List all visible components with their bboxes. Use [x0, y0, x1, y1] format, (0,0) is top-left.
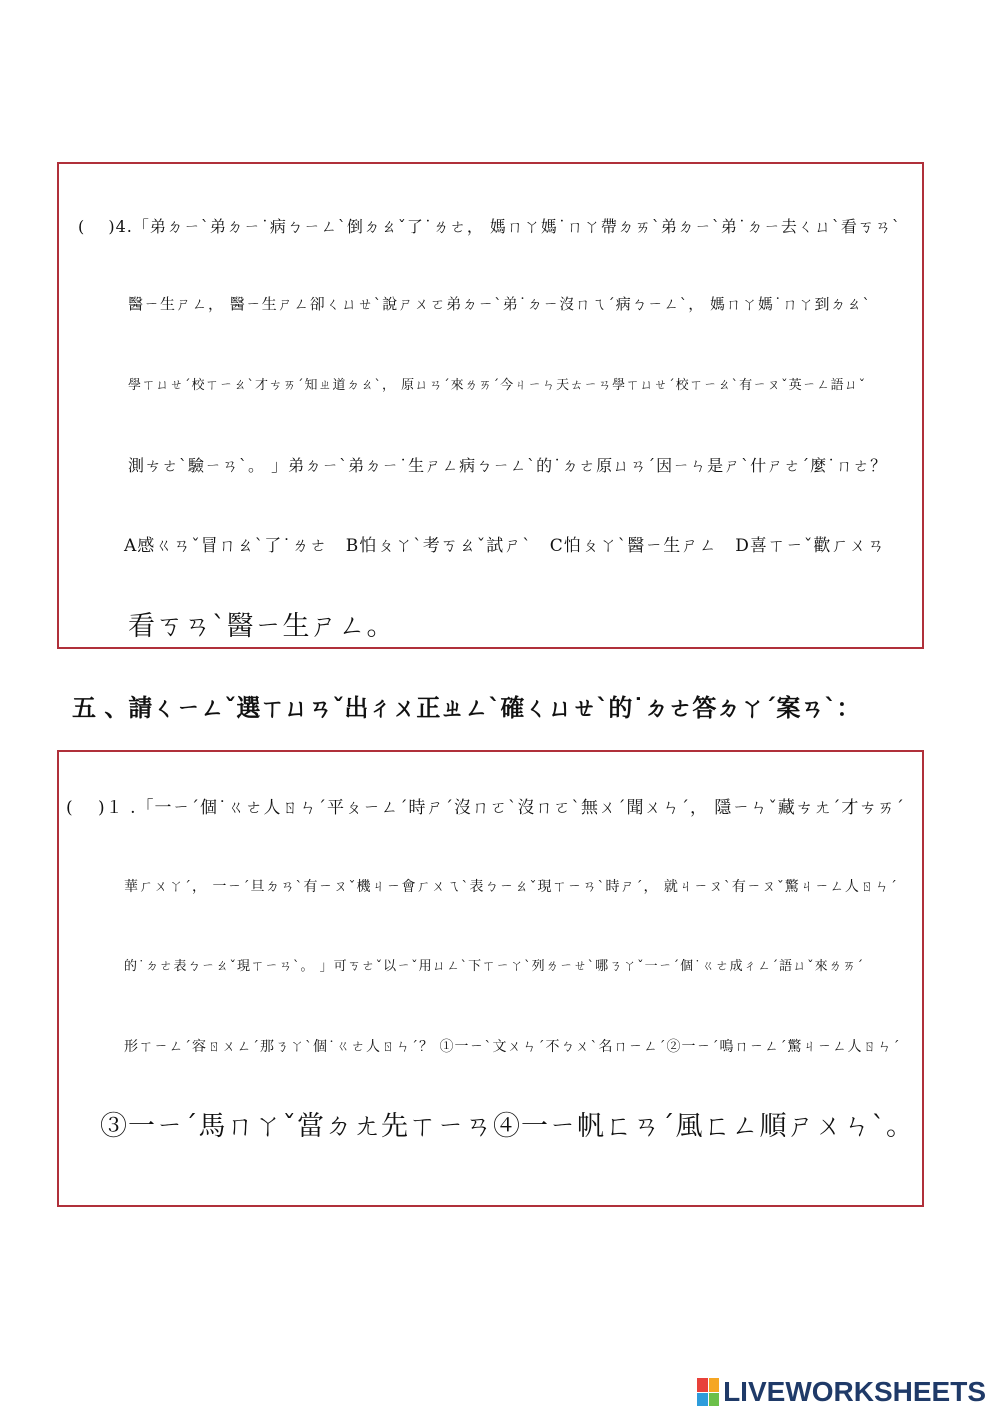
question-4-line-1: ( )4.「弟ㄉㄧˋ弟ㄉㄧ˙病ㄅㄧㄥˋ倒ㄉㄠˇ了˙ㄌㄜ， 媽ㄇㄚ媽˙ㄇㄚ帶ㄉㄞˋ弟ㄉㄧˋ弟˙ㄉㄧ去ㄑㄩˋ看ㄎㄢˋ	[78, 217, 901, 236]
logo-square-red	[697, 1378, 708, 1392]
logo-square-blue	[697, 1393, 708, 1407]
question-4-line-3: 學ㄒㄩㄝˊ校ㄒㄧㄠˋ才ㄘㄞˊ知ㄓ道ㄉㄠˋ， 原ㄩㄢˊ來ㄌㄞˊ今ㄐㄧㄣ天ㄊㄧㄢ學ㄒㄩㄝˊ校ㄒㄧㄠˋ有ㄧㄡˇ英ㄧㄥ語ㄩˇ	[128, 378, 867, 393]
question-1-line-5: ③一ㄧˊ馬ㄇㄚˇ當ㄉㄤ先ㄒㄧㄢ④一ㄧ帆ㄈㄢˊ風ㄈㄥ順ㄕㄨㄣˋ。	[100, 1111, 914, 1142]
question-4-options: A感ㄍㄢˇ冒ㄇㄠˋ了˙ㄌㄜ B怕ㄆㄚˋ考ㄎㄠˇ試ㄕˋ C怕ㄆㄚˋ醫ㄧ生ㄕㄥ D喜ㄒㄧˇ歡ㄏㄨㄢ	[124, 536, 886, 556]
question-4-line-4: 測ㄘㄜˋ驗ㄧㄢˋ。 」弟ㄉㄧˋ弟ㄉㄧ˙生ㄕㄥ病ㄅㄧㄥˋ的˙ㄉㄜ原ㄩㄢˊ因ㄧㄣ是ㄕˋ什ㄕㄜˊ麼˙ㄇㄜ？	[128, 456, 888, 475]
section-heading: 五 、請ㄑㄧㄥˇ選ㄒㄩㄢˇ出ㄔㄨ正ㄓㄥˋ確ㄑㄩㄝˋ的˙ㄉㄜ答ㄉㄚˊ案ㄢˋ：	[72, 694, 861, 722]
liveworksheets-logo-text: LIVEWORKSHEETS	[723, 1376, 986, 1407]
question-4-line-6: 看ㄎㄢˋ醫ㄧ生ㄕㄥ。	[128, 611, 395, 642]
question-1-line-2: 華ㄏㄨㄚˊ， 一ㄧˊ旦ㄉㄢˋ有ㄧㄡˇ機ㄐㄧ會ㄏㄨㄟˋ表ㄅㄧㄠˇ現ㄒㄧㄢˋ時ㄕˊ， 就ㄐㄧㄡˋ有ㄧㄡˇ驚ㄐㄧㄥ人ㄖㄣˊ	[124, 879, 898, 895]
logo-square-orange	[709, 1378, 720, 1392]
liveworksheets-logo	[697, 1376, 986, 1408]
logo-square-green	[709, 1393, 720, 1407]
question-1-line-1: ( )１ .「一ㄧˊ個˙ㄍㄜ人ㄖㄣˊ平ㄆㄧㄥˊ時ㄕˊ沒ㄇㄛˋ沒ㄇㄛˋ無ㄨˊ聞ㄨㄣˊ， 隱ㄧㄣˇ藏ㄘㄤˊ才ㄘㄞˊ	[66, 798, 905, 818]
question-4-line-2: 醫ㄧ生ㄕㄥ， 醫ㄧ生ㄕㄥ卻ㄑㄩㄝˋ說ㄕㄨㄛ弟ㄉㄧˋ弟˙ㄉㄧ沒ㄇㄟˊ病ㄅㄧㄥˋ， 媽ㄇㄚ媽˙ㄇㄚ到ㄉㄠˋ	[128, 295, 872, 313]
question-1-line-4: 形ㄒㄧㄥˊ容ㄖㄨㄥˊ那ㄋㄚˋ個˙ㄍㄜ人ㄖㄣˊ？ ①一ㄧˋ文ㄨㄣˊ不ㄅㄨˋ名ㄇㄧㄥˊ②一ㄧˊ鳴ㄇㄧㄥˊ驚ㄐㄧㄥ人ㄖㄣˊ	[124, 1039, 901, 1055]
question-1-line-3: 的˙ㄉㄜ表ㄅㄧㄠˇ現ㄒㄧㄢˋ。 」可ㄎㄜˇ以ㄧˇ用ㄩㄥˋ下ㄒㄧㄚˋ列ㄌㄧㄝˋ哪ㄋㄚˇ一ㄧˊ個˙ㄍㄜ成ㄔㄥˊ語ㄩˇ來ㄌㄞˊ	[124, 959, 865, 974]
liveworksheets-logo-icon	[697, 1378, 719, 1406]
